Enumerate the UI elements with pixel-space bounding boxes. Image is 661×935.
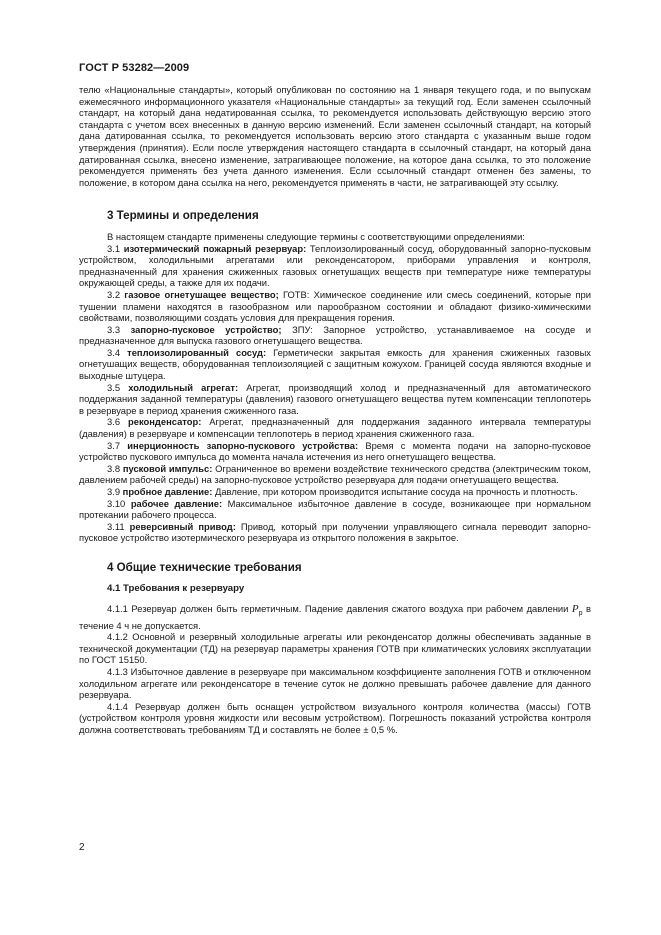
section-3-title: 3 Термины и определения <box>107 209 259 223</box>
section-3-lead: В настоящем стандарте применены следующие термины с соответствующими определениями: <box>107 230 525 242</box>
term-name: изотермический пожарный резервуар: <box>123 242 307 254</box>
term-item: 3.10 рабочее давление: Максимальное избыточное давление в сосуде, возникающее при нормальном протекании рабочего процесса. <box>79 497 591 521</box>
term-item: 3.7 инерционность запорно-пускового устройства: Время с момента подачи на запорно-пусковое устройство пускового импульса до момента начала истечения из него огнетушащего вещества. <box>79 439 592 463</box>
term-name: холодильный агрегат: <box>128 381 239 393</box>
pressure-subscript: р <box>578 610 583 618</box>
clause-4-1-2: 4.1.2 Основной и резервный холодильные агрегаты или реконденсатор должны обеспечивать заданные в технической документации (ТД) на резервуар параметры хранения ГОТВ при климатических условиях эксплуатации по ГОСТ 15150. <box>79 631 591 666</box>
term-name: пусковой импульс: <box>122 462 213 474</box>
term-item: 3.9 пробное давление: Давление, при котором производится испытание сосуда на прочность и плотность. <box>107 486 578 497</box>
intro-text: телю «Национальные стандарты», который опубликован по состоянию на 1 января текущего года, и по выпускам ежемесячного информационного указателя «Национальные стандарты» за текущий год. Если заменен ссылочный стандарт, на который дана недатированная ссылка, то рекомендуется использовать действующую версию этого стандарта с учетом всех внесенных в данную версию изменений. Если заменен ссылочный стандарт, на который дана датированная ссылка, то рекомендуется использовать версию этого стандарта с указанным выше годом утверждения (принятия). Если после утверждения настоящего стандарта в ссылочный стандарт, на который дана датированная ссылка, внесено изменение, затрагивающее положение, на которое дана ссылка, то это положение рекомендуется применять без учета данного изменения. Если ссылочный стандарт отменен без замены, то положение, в котором дана ссылка на него, рекомендуется применять в части, не затрагивающей эту ссылку. <box>79 84 591 188</box>
term-item: 3.2 газовое огнетушащее вещество; ГОТВ: Химическое соединение или смесь соединений, которые при тушении пламени находятся в газообразном или парообразном состоянии и обладают физико-химическими свойствами, позволяющими создать условия для прекращения горения. <box>79 288 591 324</box>
term-name: реконденсатор: <box>128 416 202 428</box>
term-item: 3.11 реверсивный привод: Привод, который при получении управляющего сигнала переводит запорно-пусковое устройство изотермического резервуара из открытого положения в закрытое. <box>79 520 591 544</box>
term-name: реверсивный привод: <box>129 520 236 532</box>
term-name: газовое огнетушащее вещество; <box>124 288 279 300</box>
term-item: 3.5 холодильный агрегат: Агрегат, производящий холод и предназначенный для автоматического поддержания заданной температуры (давления) газового огнетушащего вещества путем компенсации теплопотерь в резервуаре в период хранения сжиженного газа. <box>79 381 591 416</box>
clause-4-1-4: 4.1.4 Резервуар должен быть оснащен устройством визуального контроля количества (массы) ГОТВ (устройством контроля уровня жидкости или весовым устройством). Погрешность показаний устройства контроля должна соответствовать требованиям ТД и составлять не более ± 0,5 %. <box>79 700 591 735</box>
clause-4-1-1: 4.1.1 Резервуар должен быть герметичным. Падение давления сжатого воздуха при рабочем давлении $P_р$ в течение 4 ч не допускается. <box>79 603 591 631</box>
term-name: запорно-пусковое устройство; <box>130 323 282 335</box>
page-body <box>79 84 591 736</box>
subsection-4-1-title: 4.1 Требования к резервуару <box>107 582 245 594</box>
section-4-title: 4 Общие технические требования <box>107 560 302 574</box>
term-item: 3.3 запорно-пусковое устройство; ЗПУ: Запорное устройство, устанавливаемое на сосуде и предназначенное для выпуска газового огнетушащего вещества. <box>79 323 591 347</box>
document-header: ГОСТ Р 53282—2009 <box>79 62 190 74</box>
term-item: 3.6 реконденсатор: Агрегат, предназначенный для поддержания заданного интервала температуры (давления) в резервуаре и компенсации теплопотерь в период хранения сжиженного газа. <box>79 416 591 440</box>
term-name: рабочее давление: <box>130 497 223 509</box>
term-item: 3.4 теплоизолированный сосуд: Герметически закрытая емкость для хранения сжиженных газовых огнетушащих веществ, оборудованная теплоизоляцией с защитным кожухом. Границей сосуда являются входные и выходные штуцера. <box>79 346 591 382</box>
clause-4-1-3: 4.1.3 Избыточное давление в резервуаре при максимальном коэффициенте заполнения ГОТВ и отключенном холодильном агрегате или реконденсаторе в течение суток не должно превышать рабочее давление для данного резервуара. <box>79 666 591 701</box>
page-number: 2 <box>79 842 85 853</box>
intro-paragraph <box>79 84 591 188</box>
term-item: 3.1 изотермический пожарный резервуар: Теплоизолированный сосуд, оборудованный запорно-пусковым устройством, холодильными агрегатами или реконденсатором, приборами управления и контроля, предназначенный для хранения сжиженных газовых огнетушащих веществ при температуре ниже температуры окружающей среды, а также для их подачи. <box>79 242 592 289</box>
term-item: 3.8 пусковой импульс: Ограниченное во времени воздействие технического средства (электрическим током, давлением рабочей среды) на запорно-пусковое устройство резервуара для подачи огнетушащего вещества. <box>79 462 591 486</box>
term-name: пробное давление: <box>122 486 213 497</box>
term-name: теплоизолированный сосуд: <box>127 346 267 358</box>
terms-list <box>79 243 591 544</box>
pressure-symbol: P <box>571 603 579 616</box>
term-name: инерционность запорно-пускового устройства: <box>127 439 359 451</box>
